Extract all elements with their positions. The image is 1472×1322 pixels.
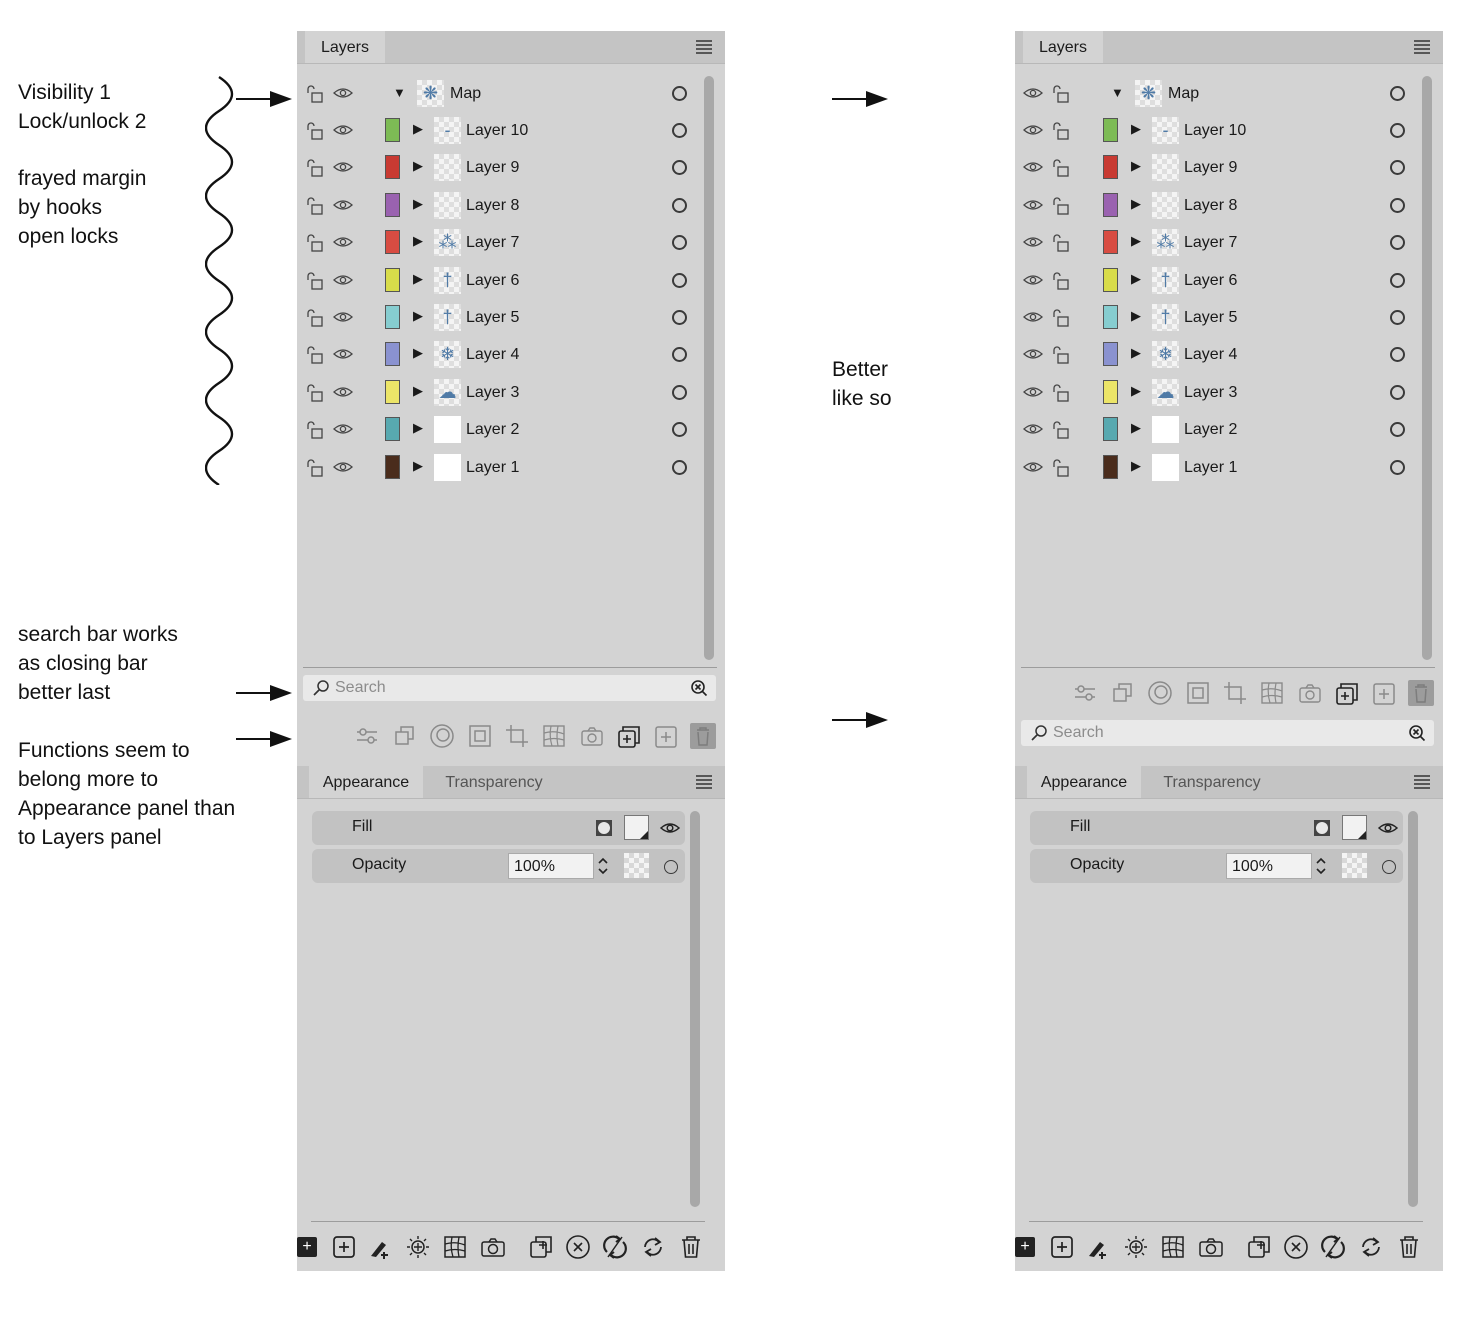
tab-transparency[interactable]: Transparency [445,774,543,791]
add-brush-icon[interactable] [1086,1234,1112,1260]
lock-open-icon[interactable] [305,458,325,483]
add-layer-icon[interactable] [653,724,679,750]
appearance-menu-icon[interactable] [695,774,713,790]
eye-icon[interactable] [1023,159,1043,180]
add-effect-icon[interactable] [406,1235,430,1259]
eye-icon[interactable] [1023,346,1043,367]
layer-row[interactable] [297,374,725,411]
layer-name[interactable]: Layer 2 [1184,421,1238,439]
layer-thumbnail: † [1152,267,1179,294]
lock-open-icon[interactable] [305,158,325,183]
adjustments-icon[interactable] [355,725,379,747]
effects-icon[interactable] [429,723,455,749]
eye-icon[interactable] [333,459,353,480]
opacity-label: Opacity [1070,856,1125,873]
select-circle[interactable] [1390,385,1405,400]
eye-icon[interactable] [333,384,353,405]
layer-name[interactable]: Layer 9 [466,159,520,177]
trash-icon[interactable] [1408,680,1434,706]
eye-icon[interactable] [1023,459,1043,480]
select-circle[interactable] [672,422,687,437]
layer-thumbnail: ☁ [434,379,461,406]
search-icon [312,679,330,697]
appearance-scrollbar[interactable] [690,811,700,1207]
lock-open-icon[interactable] [1051,308,1071,333]
fill-mode-icon[interactable] [1313,819,1331,837]
lock-open-icon[interactable] [305,233,325,258]
duplicate-icon[interactable] [1111,681,1135,705]
layer-name[interactable]: Layer 6 [1184,271,1238,289]
add-stroke-icon[interactable] [332,1235,356,1259]
search-clear-icon[interactable] [690,679,708,697]
layer-name[interactable]: Layer 1 [1184,458,1238,476]
eye-icon[interactable] [333,421,353,442]
select-circle[interactable] [672,160,687,175]
layer-row[interactable] [1015,224,1443,261]
select-circle[interactable] [1390,273,1405,288]
refresh-icon[interactable] [640,1234,666,1260]
fill-swatch[interactable] [624,815,649,840]
layer-color-swatch[interactable] [385,342,400,366]
fill-visibility-eye-icon[interactable] [1378,820,1398,836]
collapse-triangle-icon[interactable]: ▼ [393,85,406,100]
eye-icon[interactable] [1023,384,1043,405]
layer-name[interactable]: Layer 7 [466,234,520,252]
expand-triangle-icon[interactable]: ▶ [413,457,423,473]
tab-transparency[interactable]: Transparency [1163,774,1261,791]
select-circle[interactable] [1390,460,1405,475]
layer-thumbnail: ☁ [1152,379,1179,406]
eye-icon[interactable] [333,122,353,143]
layer-name[interactable]: Layer 3 [466,383,520,401]
layer-row[interactable] [297,336,725,373]
add-warp-icon[interactable] [443,1235,467,1259]
tab-appearance[interactable]: Appearance [1027,766,1141,798]
lock-open-icon[interactable] [1051,158,1071,183]
search-icon [1030,724,1048,742]
layer-color-swatch[interactable] [385,268,400,292]
tab-layers[interactable]: Layers [305,31,385,63]
layer-thumbnail: ❄ [434,341,461,368]
layer-name[interactable]: Layer 6 [466,271,520,289]
layer-thumbnail: ⁂ [1152,229,1179,256]
layer-row[interactable] [1015,411,1443,448]
tab-appearance[interactable]: Appearance [309,766,423,798]
fill-label: Fill [1070,818,1091,835]
lock-open-icon[interactable] [305,84,325,104]
layer-color-swatch[interactable] [1103,230,1118,254]
expand-triangle-icon[interactable]: ▶ [413,345,423,361]
delete-icon[interactable] [1396,1234,1422,1260]
select-circle[interactable] [672,235,687,250]
lock-open-icon[interactable] [1051,233,1071,258]
note-search: search bar works as closing bar better last [18,623,178,704]
lock-open-icon[interactable] [1051,420,1071,445]
eye-icon[interactable] [333,272,353,293]
layer-thumbnail [434,154,461,181]
fill-swatch[interactable] [1342,815,1367,840]
expand-triangle-icon[interactable]: ▶ [1131,158,1141,174]
expand-triangle-icon[interactable]: ▶ [1131,121,1141,136]
expand-triangle-icon[interactable]: ▶ [1131,233,1141,249]
arrow-to-functions [234,728,294,750]
select-circle[interactable] [1390,347,1405,362]
duplicate-item-icon[interactable] [1246,1234,1272,1260]
expand-triangle-icon[interactable]: ▶ [1131,345,1141,361]
select-circle[interactable] [1390,123,1405,138]
layer-name[interactable]: Layer 4 [1184,346,1238,364]
expand-triangle-icon[interactable]: ▶ [413,382,423,398]
trash-icon[interactable] [690,723,716,749]
add-layer-icon[interactable] [1371,681,1397,707]
eye-icon[interactable] [333,159,353,180]
lock-open-icon[interactable] [1051,458,1071,483]
select-circle[interactable] [672,310,687,325]
arrow-better-top [830,88,890,110]
layer-color-swatch[interactable] [385,455,400,479]
layer-thumbnail [434,454,461,481]
select-circle[interactable] [1390,235,1405,250]
layer-thumbnail: † [434,304,461,331]
layer-thumbnail: ❄ [1152,341,1179,368]
crop-icon[interactable] [505,724,529,748]
layer-color-swatch[interactable] [1103,155,1118,179]
expand-triangle-icon[interactable]: ▶ [1131,270,1141,286]
layers-tabbar [1015,31,1443,64]
select-circle[interactable] [1390,422,1405,437]
fill-mode-icon[interactable] [595,819,613,837]
layers-scrollbar[interactable] [704,76,714,660]
eye-icon[interactable] [1023,421,1043,442]
layer-row[interactable] [1015,112,1443,149]
add-fill-icon[interactable]: + [1015,1237,1035,1257]
expand-triangle-icon[interactable]: ▶ [413,233,423,249]
opacity-label: Opacity [352,856,407,873]
eye-icon[interactable] [333,85,353,101]
adjustments-icon[interactable] [1073,682,1097,704]
add-group-icon[interactable] [1334,681,1360,707]
lock-open-icon[interactable] [1051,271,1071,296]
opacity-row[interactable] [312,849,685,883]
lock-open-icon[interactable] [1051,84,1071,104]
eye-icon[interactable] [1023,309,1043,330]
lock-open-icon[interactable] [305,196,325,221]
opacity-input[interactable]: 100% [508,853,594,879]
note-margin: frayed margin by hooks open locks [18,167,147,248]
opacity-input[interactable]: 100% [1226,853,1312,879]
layer-row[interactable] [297,262,725,299]
fill-label: Fill [352,818,373,835]
layer-name[interactable]: Layer 8 [466,196,520,214]
layer-thumbnail: - [434,117,461,144]
select-circle[interactable] [672,347,687,362]
layers-search-bar[interactable] [303,675,716,701]
appearance-tabbar [297,766,725,799]
layer-color-swatch[interactable] [385,193,400,217]
camera-icon[interactable] [1298,682,1322,704]
reset-icon[interactable] [602,1234,628,1260]
expand-triangle-icon[interactable]: ▶ [1131,382,1141,398]
layer-color-swatch[interactable] [385,155,400,179]
fill-row[interactable] [1030,811,1403,845]
select-circle[interactable] [672,86,687,101]
search-placeholder: Search [335,679,386,696]
expand-triangle-icon[interactable]: ▶ [413,121,423,136]
arrow-to-toggles [234,88,294,110]
layer-thumbnail: ⁂ [434,229,461,256]
mesh-warp-icon[interactable] [1260,681,1284,705]
layers-search-bar[interactable] [1021,720,1434,746]
clear-icon[interactable] [565,1234,591,1260]
map-layer-name[interactable]: Map [450,85,482,102]
layer-row[interactable] [1015,336,1443,373]
select-circle[interactable] [1390,310,1405,325]
map-layer-name[interactable]: Map [1168,85,1200,102]
lock-open-icon[interactable] [1051,345,1071,370]
layer-thumbnail [434,192,461,219]
layer-row[interactable] [1015,262,1443,299]
appearance-scrollbar[interactable] [1408,811,1418,1207]
layer-color-swatch[interactable] [385,305,400,329]
select-circle[interactable] [672,198,687,213]
layer-row[interactable] [297,299,725,336]
layer-color-swatch[interactable] [1103,193,1118,217]
snapshot-camera-icon[interactable] [1198,1236,1224,1258]
layers-divider [1021,667,1435,668]
layer-color-swatch[interactable] [385,118,400,142]
duplicate-icon[interactable] [393,724,417,748]
expand-triangle-icon[interactable]: ▶ [1131,457,1141,473]
layers-scrollbar[interactable] [1422,76,1432,660]
expand-triangle-icon[interactable]: ▶ [413,308,423,323]
panel-menu-icon[interactable] [695,39,713,55]
arrow-better-bottom [830,709,890,731]
mask-icon[interactable] [1186,681,1210,705]
add-brush-icon[interactable] [368,1234,394,1260]
opacity-row[interactable] [1030,849,1403,883]
eye-icon[interactable] [1023,85,1043,101]
select-circle[interactable] [1390,198,1405,213]
layer-thumbnail [1152,454,1179,481]
lock-open-icon[interactable] [1051,121,1071,146]
layer-row[interactable] [297,411,725,448]
add-effect-icon[interactable] [1124,1235,1148,1259]
search-clear-icon[interactable] [1408,724,1426,742]
duplicate-item-icon[interactable] [528,1234,554,1260]
layer-color-swatch[interactable] [1103,305,1118,329]
layer-color-swatch[interactable] [1103,268,1118,292]
snapshot-camera-icon[interactable] [480,1236,506,1258]
note-functions: Functions seem to belong more to Appearance panel than to Layers panel [18,739,236,849]
layer-thumbnail: † [1152,304,1179,331]
select-circle[interactable] [672,460,687,475]
effects-icon[interactable] [1147,680,1173,706]
eye-icon[interactable] [333,197,353,218]
layer-thumbnail: - [1152,117,1179,144]
layers-panel-proposed [1015,31,1443,1271]
reset-icon[interactable] [1320,1234,1346,1260]
layer-name[interactable]: Layer 7 [1184,234,1238,252]
layer-name[interactable]: Layer 10 [466,122,529,139]
camera-icon[interactable] [580,725,604,747]
layer-color-swatch[interactable] [385,417,400,441]
layer-row[interactable] [1015,299,1443,336]
expand-triangle-icon[interactable]: ▶ [1131,308,1141,323]
layer-row[interactable] [1015,449,1443,486]
note-better: Better like so [832,358,892,410]
opacity-preview [624,853,649,878]
select-circle[interactable] [672,385,687,400]
layers-tabbar [297,31,725,64]
mask-icon[interactable] [468,724,492,748]
refresh-icon[interactable] [1358,1234,1384,1260]
layer-name[interactable]: Layer 4 [466,346,520,364]
eye-icon[interactable] [1023,122,1043,143]
layer-name[interactable]: Layer 3 [1184,383,1238,401]
add-fill-icon[interactable]: + [297,1237,317,1257]
map-thumbnail: ❋ [417,80,444,107]
add-warp-icon[interactable] [1161,1235,1185,1259]
select-circle[interactable] [672,273,687,288]
expand-triangle-icon[interactable]: ▶ [413,270,423,286]
appearance-divider [311,1221,705,1222]
lock-open-icon[interactable] [305,420,325,445]
layer-thumbnail [1152,154,1179,181]
layer-thumbnail [1152,192,1179,219]
lock-open-icon[interactable] [305,308,325,333]
delete-icon[interactable] [678,1234,704,1260]
opacity-preview [1342,853,1367,878]
layer-color-swatch[interactable] [385,230,400,254]
layer-row[interactable] [1015,374,1443,411]
opacity-stepper-icon[interactable] [1314,855,1328,877]
layer-color-swatch[interactable] [1103,118,1118,142]
layer-color-swatch[interactable] [1103,380,1118,404]
eye-icon[interactable] [1023,234,1043,255]
select-circle[interactable] [1390,86,1405,101]
expand-triangle-icon[interactable]: ▶ [413,420,423,436]
layer-name[interactable]: Layer 2 [466,421,520,439]
layer-thumbnail: † [434,267,461,294]
appearance-divider [1029,1221,1423,1222]
layer-color-swatch[interactable] [1103,455,1118,479]
eye-icon[interactable] [333,346,353,367]
layer-thumbnail [434,416,461,443]
layer-color-swatch[interactable] [1103,417,1118,441]
map-thumbnail: ❋ [1135,80,1162,107]
select-circle[interactable] [1390,160,1405,175]
clear-icon[interactable] [1283,1234,1309,1260]
lock-open-icon[interactable] [305,271,325,296]
layer-name[interactable]: Layer 9 [1184,159,1238,177]
layer-row[interactable] [297,449,725,486]
lock-open-icon[interactable] [305,121,325,146]
eye-icon[interactable] [333,234,353,255]
select-circle[interactable] [672,123,687,138]
layer-color-swatch[interactable] [1103,342,1118,366]
layer-name[interactable]: Layer 10 [1184,122,1247,139]
arrow-to-search [234,682,294,704]
layer-name[interactable]: Layer 5 [466,309,520,326]
fill-row[interactable] [312,811,685,845]
collapse-triangle-icon[interactable]: ▼ [1111,85,1124,100]
layers-panel-current [297,31,725,1271]
eye-icon[interactable] [1023,197,1043,218]
note-toggles: Visibility 1 Lock/unlock 2 [18,81,147,133]
lock-open-icon[interactable] [305,383,325,408]
layer-row[interactable] [297,149,725,186]
layer-thumbnail [1152,416,1179,443]
panel-menu-icon[interactable] [1413,39,1431,55]
add-group-icon[interactable] [616,724,642,750]
appearance-menu-icon[interactable] [1413,774,1431,790]
add-stroke-icon[interactable] [1050,1235,1074,1259]
eye-icon[interactable] [1023,272,1043,293]
expand-triangle-icon[interactable]: ▶ [1131,420,1141,436]
layer-row[interactable] [297,224,725,261]
layer-row[interactable] [297,112,725,149]
layer-name[interactable]: Layer 1 [466,458,520,476]
search-placeholder: Search [1053,724,1104,741]
layer-row[interactable] [1015,149,1443,186]
layer-color-swatch[interactable] [385,380,400,404]
expand-triangle-icon[interactable]: ▶ [1131,195,1141,211]
crop-icon[interactable] [1223,681,1247,705]
expand-triangle-icon[interactable]: ▶ [413,195,423,211]
lock-open-icon[interactable] [1051,383,1071,408]
fill-visibility-eye-icon[interactable] [660,820,680,836]
tab-layers[interactable]: Layers [1023,31,1103,63]
opacity-circle[interactable] [1382,860,1396,874]
map-group-row[interactable] [1015,75,1443,112]
map-group-row[interactable] [297,75,725,112]
opacity-stepper-icon[interactable] [596,855,610,877]
mesh-warp-icon[interactable] [542,724,566,748]
eye-icon[interactable] [333,309,353,330]
layer-row[interactable] [297,187,725,224]
lock-open-icon[interactable] [305,345,325,370]
layers-divider [303,667,717,668]
layer-row[interactable] [1015,187,1443,224]
appearance-tabbar [1015,766,1443,799]
layer-name[interactable]: Layer 5 [1184,309,1238,326]
opacity-circle[interactable] [664,860,678,874]
layer-name[interactable]: Layer 8 [1184,196,1238,214]
lock-open-icon[interactable] [1051,196,1071,221]
expand-triangle-icon[interactable]: ▶ [413,158,423,174]
frayed-margin-wave [205,75,245,485]
